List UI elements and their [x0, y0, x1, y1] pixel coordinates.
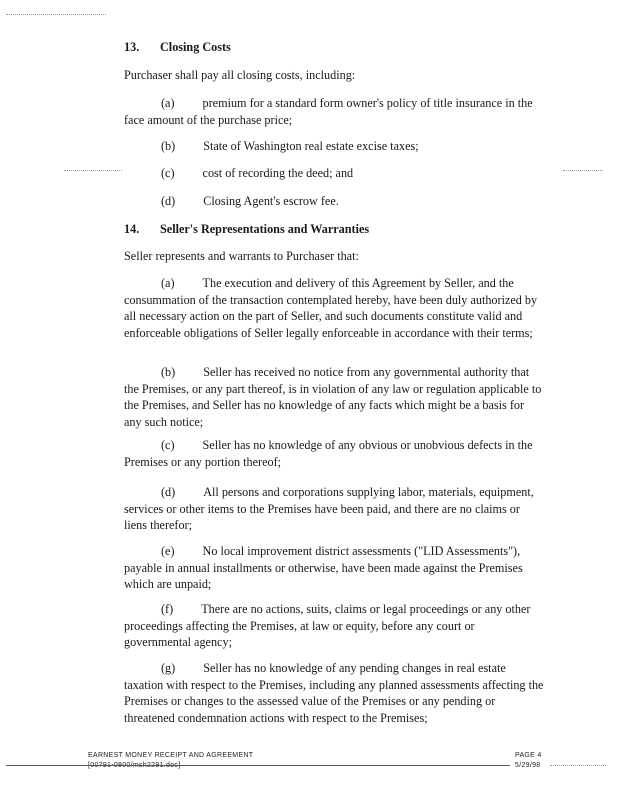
- item-label: (d): [161, 485, 176, 499]
- item-label: (b): [161, 365, 176, 379]
- item-text: Seller has received no notice from any governmental authority that the Premises, or any part thereof, is in violation of any law or regulation applicable to the Premises, and Seller has no knowledge of any facts which might be a basis for any such notice;: [124, 365, 542, 429]
- scan-mark-left: [64, 170, 122, 171]
- section-13-intro: Purchaser shall pay all closing costs, including:: [124, 68, 356, 82]
- section-14-number: 14.: [124, 222, 140, 236]
- section-14-item-d: [124, 484, 544, 534]
- section-13-title: Closing Costs: [160, 40, 231, 54]
- section-14-title: Seller's Representations and Warranties: [160, 222, 370, 236]
- scan-mark-right: [563, 170, 603, 171]
- item-text: Seller has no knowledge of any pending changes in real estate taxation with respect to the Premises, including any planned assessments affecting the Premises or changes to the assessed value of the Premises or any pending or threatened condemnation actions with respect to the Premises;: [124, 661, 544, 725]
- section-14-item-g: [124, 660, 544, 726]
- footer-rule-tail: [550, 765, 606, 766]
- item-text: State of Washington real estate excise taxes;: [203, 139, 419, 153]
- item-label: (f): [161, 602, 174, 616]
- section-13-item-a: [124, 95, 544, 128]
- item-label: (c): [161, 438, 175, 452]
- item-text: cost of recording the deed; and: [202, 166, 354, 180]
- section-14-item-e: [124, 543, 544, 593]
- section-13-item-c: [161, 165, 353, 181]
- item-text: There are no actions, suits, claims or legal proceedings or any other proceedings affecting the Premises, at law or equity, before any court or governmental agency;: [124, 602, 531, 649]
- footer-rule: [6, 765, 510, 766]
- section-14-item-a: [124, 275, 544, 341]
- item-label: (e): [161, 544, 175, 558]
- item-text: premium for a standard form owner's policy of title insurance in the face amount of the purchase price;: [124, 96, 533, 127]
- section-14-item-f: [124, 601, 544, 651]
- item-label: (d): [161, 194, 176, 208]
- item-label: (g): [161, 661, 176, 675]
- item-text: Closing Agent's escrow fee.: [203, 194, 339, 208]
- section-13-item-b: [161, 138, 419, 154]
- item-label: (b): [161, 139, 176, 153]
- footer-doc-title: EARNEST MONEY RECEIPT AND AGREEMENT: [88, 752, 254, 759]
- section-14-item-b: [124, 364, 544, 430]
- footer-doc-id: [00791-0800/msh2291.doc]: [88, 762, 181, 769]
- section-13-item-d: [161, 193, 339, 209]
- section-13-number: 13.: [124, 40, 140, 54]
- footer-page-number: PAGE 4: [515, 752, 542, 759]
- footer-date: 5/29/98: [515, 762, 541, 769]
- item-text: All persons and corporations supplying labor, materials, equipment, services or other items to the Premises have been paid, and there are no claims or liens therefor;: [124, 485, 534, 532]
- item-text: No local improvement district assessments ("LID Assessments"), payable in annual installments or otherwise, have been made against the Premises which are unpaid;: [124, 544, 523, 591]
- item-text: Seller has no knowledge of any obvious or unobvious defects in the Premises or any portion thereof;: [124, 438, 533, 469]
- section-14-intro: Seller represents and warrants to Purchaser that:: [124, 249, 359, 263]
- item-label: (a): [161, 276, 175, 290]
- item-text: The execution and delivery of this Agreement by Seller, and the consummation of the transaction contemplated hereby, have been duly authorized by all necessary action on the part of Seller, and such documents constitute valid and enforceable obligations of Seller legally enforceable in accordance with their terms;: [124, 276, 538, 340]
- item-label: (c): [161, 166, 175, 180]
- scan-mark-top: [6, 14, 106, 15]
- item-label: (a): [161, 96, 175, 110]
- section-14-item-c: [124, 437, 544, 470]
